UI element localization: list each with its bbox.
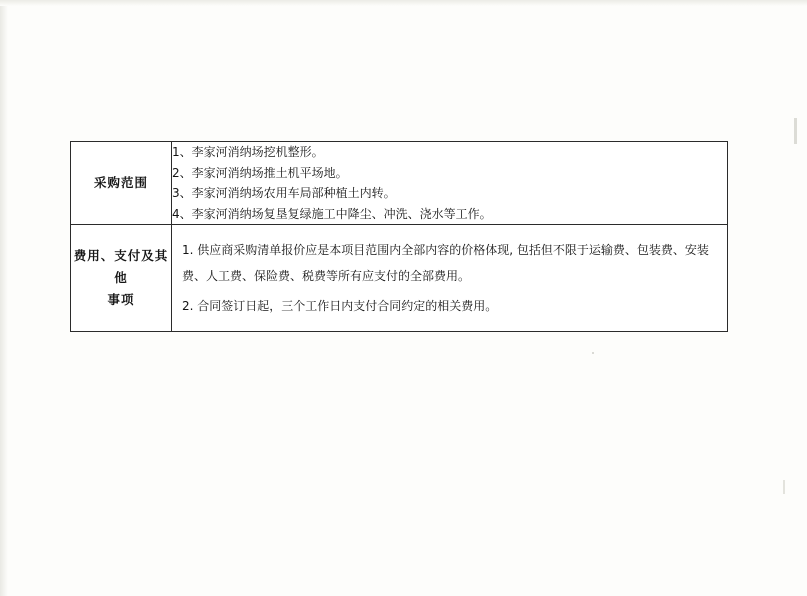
list-item: 4、李家河消纳场复垦复绿施工中降尘、冲洗、浇水等工作。 bbox=[172, 206, 492, 221]
table-row bbox=[71, 225, 728, 332]
row-label-procurement-scope bbox=[71, 142, 172, 225]
table-row bbox=[71, 142, 728, 225]
list-item: 2. 合同签订日起，三个工作日内支付合同约定的相关费用。 bbox=[182, 299, 498, 313]
scan-speck bbox=[592, 352, 594, 354]
row-label-line: 采购范围 bbox=[93, 175, 148, 190]
scan-edge-top bbox=[0, 0, 807, 6]
procurement-table bbox=[70, 141, 728, 332]
list-item: 1、李家河消纳场挖机整形。 bbox=[172, 145, 324, 159]
scan-artifact-right-lower bbox=[783, 480, 785, 494]
list-item: 1. 供应商采购清单报价应是本项目范围内全部内容的价格体现, 包括但不限于运输费、包装费、安装费、人工费、保险费、税费等所有应支付的全部费用。 bbox=[182, 243, 709, 283]
row-content-procurement-scope bbox=[172, 142, 728, 225]
row-content-fees-payment-other bbox=[172, 225, 728, 332]
row-label-fees-payment-other bbox=[71, 225, 172, 332]
scan-edge-left bbox=[0, 0, 8, 596]
list-item: 2、李家河消纳场推土机平场地。 bbox=[172, 165, 348, 180]
scan-artifact-right bbox=[794, 118, 797, 144]
row-label-line: 费用、支付及其他 bbox=[73, 248, 169, 285]
row-label-line: 事项 bbox=[107, 292, 135, 307]
list-item: 3、李家河消纳场农用车局部种植土内转。 bbox=[172, 186, 396, 200]
